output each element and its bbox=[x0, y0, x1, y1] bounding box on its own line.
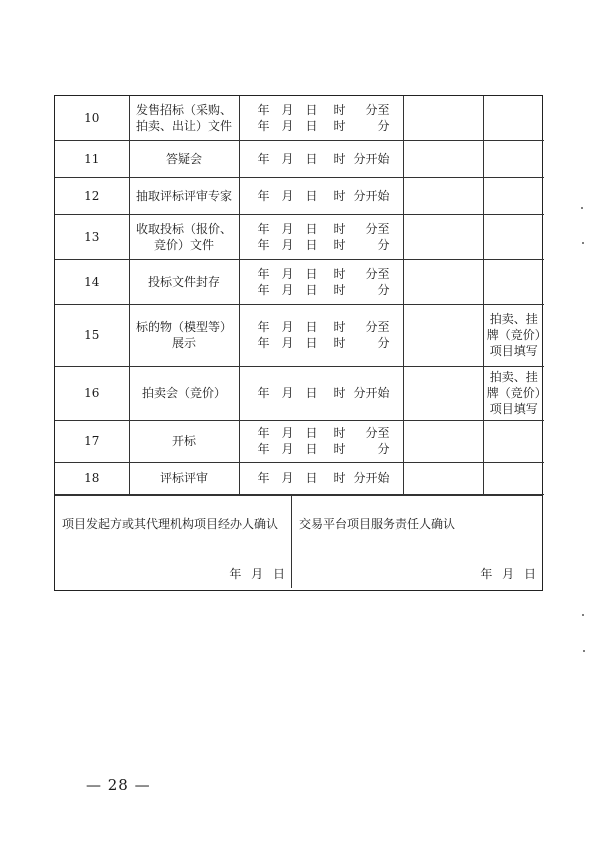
row-number: 10 bbox=[55, 96, 129, 140]
platform-signature-box bbox=[292, 496, 542, 588]
row-blank-cell bbox=[403, 214, 483, 259]
minute-unit: 分至 bbox=[365, 320, 390, 334]
row-number: 12 bbox=[55, 177, 129, 214]
time-line-start bbox=[244, 188, 399, 204]
time-line-start bbox=[244, 385, 399, 401]
minute-unit: 分至 bbox=[365, 102, 390, 117]
minute-unit: 分 bbox=[377, 237, 390, 252]
day-unit: 日 bbox=[305, 151, 318, 166]
day-unit: 日 bbox=[305, 320, 318, 334]
hour-unit: 时 bbox=[333, 237, 346, 252]
day-unit: 日 bbox=[305, 386, 318, 400]
platform-signature-title: 交易平台项目服务责任人确认 bbox=[299, 516, 456, 531]
time-line-end bbox=[244, 118, 399, 134]
hour-unit: 时 bbox=[333, 282, 346, 297]
year-unit: 年 bbox=[257, 188, 270, 203]
row-item: 投标文件封存 bbox=[129, 259, 239, 304]
schedule-row bbox=[55, 177, 544, 214]
row-number: 15 bbox=[55, 304, 129, 366]
schedule-table-body bbox=[55, 96, 544, 494]
minute-unit: 分 bbox=[377, 442, 390, 456]
month-unit: 月 bbox=[281, 151, 294, 166]
row-time bbox=[239, 366, 403, 420]
day-unit: 日 bbox=[305, 282, 318, 297]
year-unit: 年 bbox=[257, 282, 270, 297]
row-number: 17 bbox=[55, 420, 129, 462]
hour-unit: 时 bbox=[333, 320, 346, 334]
row-time bbox=[239, 420, 403, 462]
row-note bbox=[483, 462, 544, 494]
row-time bbox=[239, 259, 403, 304]
year-unit: 年 bbox=[257, 151, 270, 166]
row-number: 14 bbox=[55, 259, 129, 304]
schedule-row bbox=[55, 420, 544, 462]
month-unit: 月 bbox=[281, 336, 294, 350]
hour-unit: 时 bbox=[333, 188, 346, 203]
row-number: 16 bbox=[55, 366, 129, 420]
hour-unit: 时 bbox=[333, 442, 346, 456]
hour-unit: 时 bbox=[333, 266, 346, 281]
day-unit: 日 bbox=[305, 266, 318, 281]
time-line-start bbox=[244, 151, 399, 167]
hour-unit: 时 bbox=[333, 426, 346, 440]
schedule-row bbox=[55, 214, 544, 259]
minute-unit: 分 bbox=[377, 282, 390, 297]
row-note bbox=[483, 420, 544, 462]
row-number: 18 bbox=[55, 462, 129, 494]
day-unit: 日 bbox=[305, 237, 318, 252]
day-unit: 日 bbox=[305, 188, 318, 203]
row-time bbox=[239, 214, 403, 259]
row-item: 发售招标（采购、拍卖、出让）文件 bbox=[129, 96, 239, 140]
hour-unit: 时 bbox=[333, 221, 346, 236]
schedule-row bbox=[55, 96, 544, 140]
day-unit: 日 bbox=[305, 336, 318, 350]
row-blank-cell bbox=[403, 259, 483, 304]
month-unit: 月 bbox=[281, 426, 294, 440]
minute-unit: 分开始 bbox=[353, 151, 390, 166]
row-blank-cell bbox=[403, 304, 483, 366]
initiator-signature-box bbox=[55, 496, 292, 588]
year-unit: 年 bbox=[257, 266, 270, 281]
month-unit: 月 bbox=[281, 221, 294, 236]
row-item: 收取投标（报价、竞价）文件 bbox=[129, 214, 239, 259]
year-unit: 年 bbox=[257, 118, 270, 133]
minute-unit: 分开始 bbox=[353, 188, 390, 203]
row-item: 答疑会 bbox=[129, 140, 239, 177]
month-unit: 月 bbox=[281, 471, 294, 485]
year-unit: 年 bbox=[257, 336, 270, 350]
minute-unit: 分至 bbox=[365, 426, 390, 440]
row-blank-cell bbox=[403, 140, 483, 177]
row-number: 13 bbox=[55, 214, 129, 259]
schedule-form bbox=[54, 95, 543, 591]
row-blank-cell bbox=[403, 420, 483, 462]
time-line-end bbox=[244, 441, 399, 457]
month-unit: 月 bbox=[281, 102, 294, 117]
row-item: 评标评审 bbox=[129, 462, 239, 494]
year-unit: 年 bbox=[257, 442, 270, 456]
day-unit: 日 bbox=[305, 442, 318, 456]
minute-unit: 分开始 bbox=[353, 471, 390, 485]
year-unit: 年 bbox=[257, 237, 270, 252]
day-unit: 日 bbox=[305, 221, 318, 236]
minute-unit: 分至 bbox=[365, 266, 390, 281]
schedule-row bbox=[55, 462, 544, 494]
month-unit: 月 bbox=[281, 320, 294, 334]
day-unit: 日 bbox=[305, 102, 318, 117]
schedule-table bbox=[55, 96, 544, 495]
row-blank-cell bbox=[403, 96, 483, 140]
row-item: 拍卖会（竞价） bbox=[129, 366, 239, 420]
time-line-start bbox=[244, 266, 399, 282]
row-time bbox=[239, 177, 403, 214]
minute-unit: 分 bbox=[377, 118, 390, 133]
row-blank-cell bbox=[403, 366, 483, 420]
row-time bbox=[239, 96, 403, 140]
month-unit: 月 bbox=[281, 237, 294, 252]
hour-unit: 时 bbox=[333, 102, 346, 117]
year-unit: 年 bbox=[257, 426, 270, 440]
schedule-row bbox=[55, 366, 544, 420]
row-blank-cell bbox=[403, 462, 483, 494]
platform-signature-date: 年 月 日 bbox=[480, 566, 536, 581]
time-line-start bbox=[244, 319, 399, 335]
month-unit: 月 bbox=[281, 266, 294, 281]
schedule-row bbox=[55, 259, 544, 304]
row-item: 标的物（模型等）展示 bbox=[129, 304, 239, 366]
scan-speck bbox=[582, 614, 584, 616]
time-line-end bbox=[244, 335, 399, 351]
row-note bbox=[483, 259, 544, 304]
minute-unit: 分至 bbox=[365, 221, 390, 236]
time-line-start bbox=[244, 221, 399, 237]
row-note: 拍卖、挂牌（竞价）项目填写 bbox=[483, 366, 544, 420]
month-unit: 月 bbox=[281, 442, 294, 456]
time-line-start bbox=[244, 102, 399, 118]
time-line-start bbox=[244, 470, 399, 486]
minute-unit: 分开始 bbox=[353, 386, 390, 400]
scan-speck bbox=[582, 242, 584, 244]
row-number: 11 bbox=[55, 140, 129, 177]
month-unit: 月 bbox=[281, 118, 294, 133]
row-time bbox=[239, 140, 403, 177]
day-unit: 日 bbox=[305, 426, 318, 440]
signature-section bbox=[55, 495, 542, 588]
year-unit: 年 bbox=[257, 102, 270, 117]
row-time bbox=[239, 462, 403, 494]
time-line-end bbox=[244, 282, 399, 298]
month-unit: 月 bbox=[281, 386, 294, 400]
schedule-row bbox=[55, 304, 544, 366]
row-note bbox=[483, 140, 544, 177]
month-unit: 月 bbox=[281, 282, 294, 297]
year-unit: 年 bbox=[257, 471, 270, 485]
hour-unit: 时 bbox=[333, 118, 346, 133]
row-item: 开标 bbox=[129, 420, 239, 462]
day-unit: 日 bbox=[305, 118, 318, 133]
year-unit: 年 bbox=[257, 320, 270, 334]
year-unit: 年 bbox=[257, 221, 270, 236]
row-blank-cell bbox=[403, 177, 483, 214]
time-line-start bbox=[244, 425, 399, 441]
scan-speck bbox=[581, 207, 583, 209]
row-item: 抽取评标评审专家 bbox=[129, 177, 239, 214]
month-unit: 月 bbox=[281, 188, 294, 203]
schedule-row bbox=[55, 140, 544, 177]
hour-unit: 时 bbox=[333, 336, 346, 350]
hour-unit: 时 bbox=[333, 386, 346, 400]
day-unit: 日 bbox=[305, 471, 318, 485]
initiator-signature-date: 年 月 日 bbox=[229, 566, 285, 581]
year-unit: 年 bbox=[257, 386, 270, 400]
row-note: 拍卖、挂牌（竞价）项目填写 bbox=[483, 304, 544, 366]
initiator-signature-title: 项目发起方或其代理机构项目经办人确认 bbox=[62, 516, 279, 531]
row-note bbox=[483, 177, 544, 214]
row-time bbox=[239, 304, 403, 366]
page-number: — 28 — bbox=[86, 776, 151, 794]
hour-unit: 时 bbox=[333, 471, 346, 485]
scan-speck bbox=[583, 650, 585, 652]
hour-unit: 时 bbox=[333, 151, 346, 166]
minute-unit: 分 bbox=[377, 336, 390, 350]
row-note bbox=[483, 96, 544, 140]
row-note bbox=[483, 214, 544, 259]
time-line-end bbox=[244, 237, 399, 253]
